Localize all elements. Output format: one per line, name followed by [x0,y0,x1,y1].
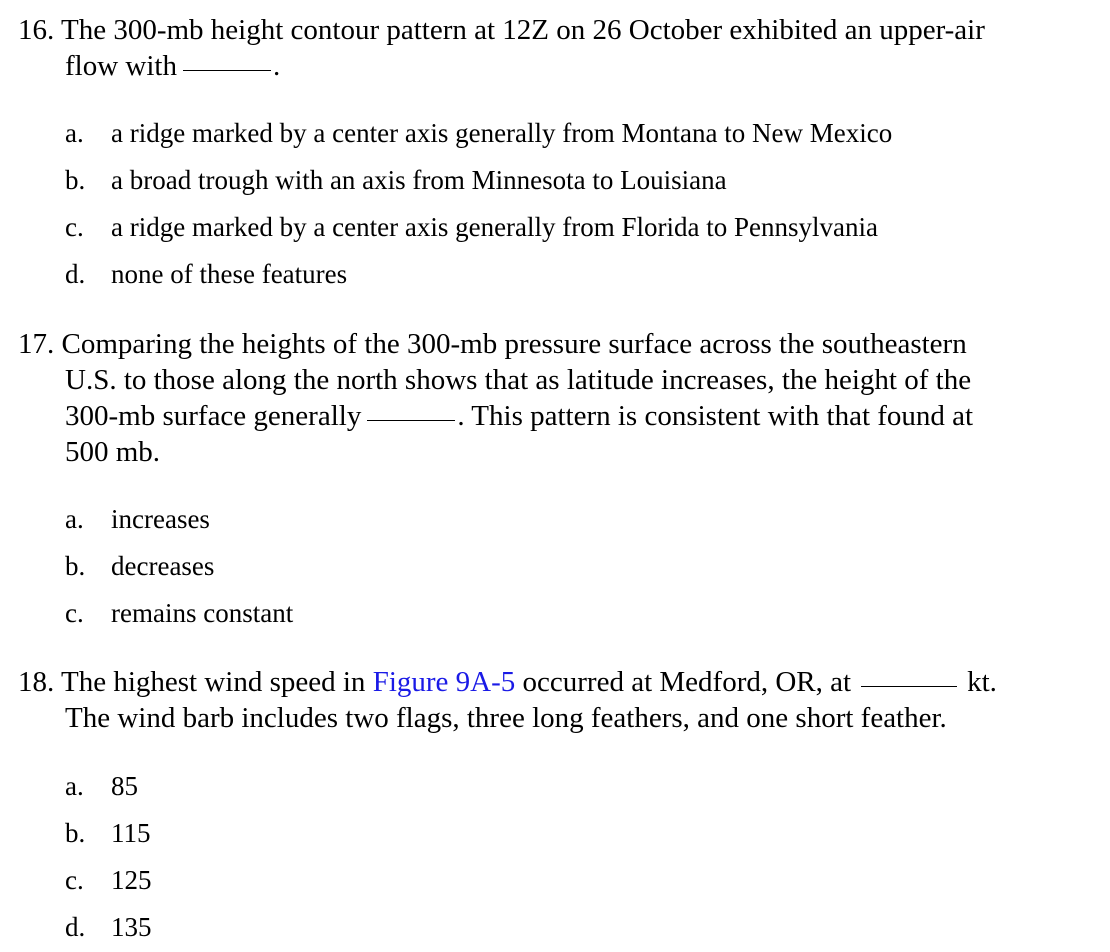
question-18-line-2 [65,700,947,736]
question-17-answer-blank [367,419,455,421]
option-text: decreases [111,551,215,581]
question-17-text-line-1: Comparing the heights of the 300-mb pressure surface across the southeastern [61,328,967,360]
question-16-text-line-2: flow with [65,50,177,82]
option-text: 85 [111,771,138,801]
option-text: 125 [111,865,152,895]
question-18-unit: kt. [967,666,997,698]
question-17-number: 17. [18,328,55,360]
question-16-period: . [272,50,281,82]
option-letter: c. [65,212,84,242]
option-letter: b. [65,818,86,848]
question-16-line-2 [65,48,280,84]
question-18-number: 18. [18,666,55,698]
option-letter: a. [65,118,84,148]
question-16-option-b[interactable] [65,164,727,196]
option-text: 135 [111,912,152,942]
question-17-line-1 [18,326,967,362]
question-18-text-line-1b: occurred at Medford, OR, at [522,666,852,698]
question-17-text-line-3b: . This pattern is consistent with that found at [457,400,974,432]
option-text: a ridge marked by a center axis generally from Montana to New Mexico [111,118,893,148]
option-text: none of these features [111,259,348,289]
question-18-option-b[interactable] [65,817,151,849]
question-18-option-c[interactable] [65,864,152,896]
question-17-text-line-2: U.S. to those along the north shows that as latitude increases, the height of the [65,364,972,396]
question-17-line-2 [65,362,971,398]
option-letter: a. [65,771,84,801]
option-letter: b. [65,551,86,581]
question-17-option-c[interactable] [65,597,293,629]
question-18-line-1 [18,664,1088,700]
question-18-option-a[interactable] [65,770,138,802]
question-17-line-3 [65,398,973,434]
question-16-answer-blank [183,69,271,71]
option-letter: d. [65,259,86,289]
question-18-text-line-2: The wind barb includes two flags, three long feathers, and one short feather. [65,702,947,734]
question-17-option-a[interactable] [65,503,210,535]
question-17-line-4 [65,434,160,470]
question-17-text-line-3a: 300-mb surface generally [65,400,362,432]
question-16-option-d[interactable] [65,258,347,290]
question-18-text-line-1a: The highest wind speed in [60,666,366,698]
option-text: increases [111,504,210,534]
question-17-text-line-4: 500 mb. [65,436,161,468]
question-18-answer-blank [861,685,957,687]
option-text: remains constant [111,598,294,628]
option-letter: c. [65,865,84,895]
option-letter: a. [65,504,84,534]
figure-link[interactable]: Figure 9A-5 [372,666,516,698]
option-text: 115 [111,818,151,848]
option-text: a ridge marked by a center axis generally from Florida to Pennsylvania [111,212,878,242]
option-letter: b. [65,165,86,195]
question-16-number: 16. [18,14,55,46]
question-16-text-line-1: The 300-mb height contour pattern at 12Z on 26 October exhibited an upper-air [60,14,985,46]
option-text: a broad trough with an axis from Minnesota to Louisiana [111,165,727,195]
question-17-option-b[interactable] [65,550,214,582]
option-letter: c. [65,598,84,628]
question-16-line-1 [18,12,985,48]
question-16-option-c[interactable] [65,211,878,243]
question-16-option-a[interactable] [65,117,892,149]
question-18-option-d[interactable] [65,911,152,943]
option-letter: d. [65,912,86,942]
